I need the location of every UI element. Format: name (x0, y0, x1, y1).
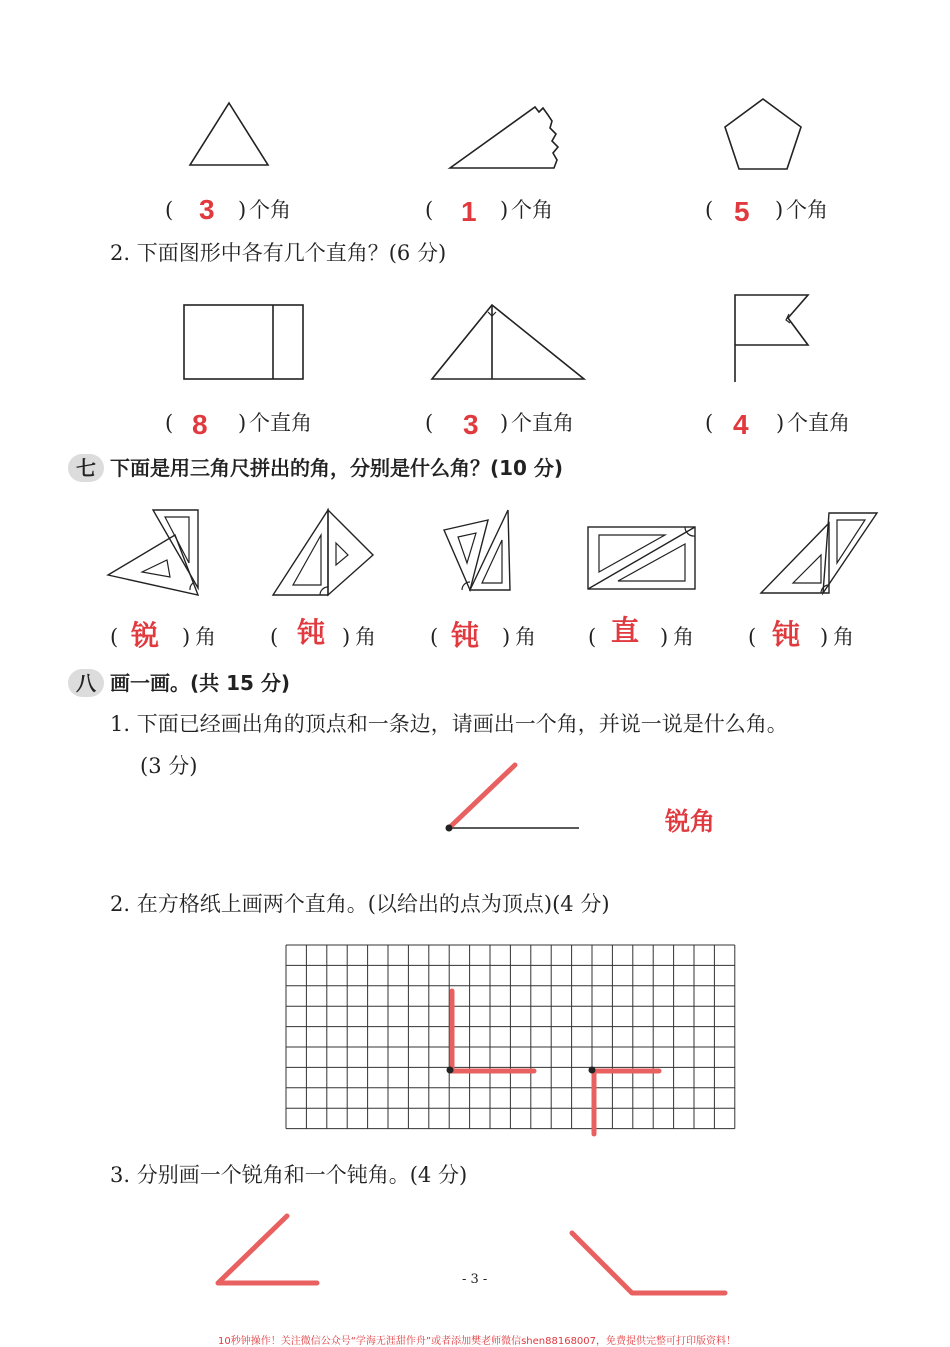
vertex-point[interactable] (447, 1067, 454, 1074)
set-square-figure (755, 505, 885, 603)
flag-shape (730, 292, 815, 384)
split-triangle-shape (428, 300, 590, 385)
angle-drawing (440, 760, 590, 840)
set-square-figure (105, 505, 205, 603)
section-7-heading: 七 下面是用三角尺拼出的角，分别是什么角？(10 分) (68, 452, 563, 482)
answer-blank[interactable]: 1 (461, 196, 477, 227)
answer-blank[interactable]: 钝 (451, 620, 480, 651)
answer-blank[interactable]: 5 (734, 196, 750, 227)
answer-blank[interactable]: 8 (192, 409, 208, 440)
pentagon-shape (715, 92, 815, 177)
question-prompt: 3. 分别画一个锐角和一个钝角。(4 分) (110, 1163, 468, 1187)
question-prompt: 2. 在方格纸上画两个直角。(以给出的点为顶点)(4 分) (110, 892, 610, 916)
answer-blank[interactable]: 4 (733, 409, 749, 440)
answer-blank[interactable]: 3 (463, 409, 479, 440)
question-prompt: 1. 下面已经画出角的顶点和一条边，请画出一个角，并说一说是什么角。 (110, 712, 788, 736)
page-number: - 3 - (462, 1272, 488, 1287)
answer-blank[interactable]: 钝 (297, 617, 326, 648)
answer-blank[interactable]: 锐 (131, 620, 160, 651)
set-square-figure (268, 505, 378, 603)
set-square-figure (585, 522, 700, 594)
triangle-shape (180, 95, 280, 175)
set-square-figure (440, 505, 520, 603)
answer-label[interactable]: 锐角 (665, 808, 716, 836)
question-points: (3 分) (140, 754, 198, 778)
vertex-point[interactable] (589, 1067, 596, 1074)
obtuse-angle-drawing (565, 1225, 735, 1305)
answer-blank[interactable]: 钝 (772, 619, 801, 650)
section-8-heading: 八 画一画。(共 15 分) (68, 667, 290, 697)
answer-blank[interactable]: 直 (611, 615, 640, 646)
acute-angle-drawing (210, 1210, 325, 1290)
question-prompt: 2. 下面图形中各有几个直角？(6 分) (110, 241, 447, 265)
section-badge: 七 (68, 454, 104, 482)
rectangle-shape (182, 303, 307, 383)
footer-note: 10秒钟操作！关注微信公众号“学海无涯甜作舟”或者添加樊老师微信shen88168007，免费提供完整可打印版资料！ (218, 1336, 737, 1347)
grid-paper[interactable] (285, 944, 745, 1139)
section-badge: 八 (68, 669, 104, 697)
answer-blank[interactable]: 3 (199, 194, 215, 225)
torn-triangle-shape (440, 95, 570, 175)
